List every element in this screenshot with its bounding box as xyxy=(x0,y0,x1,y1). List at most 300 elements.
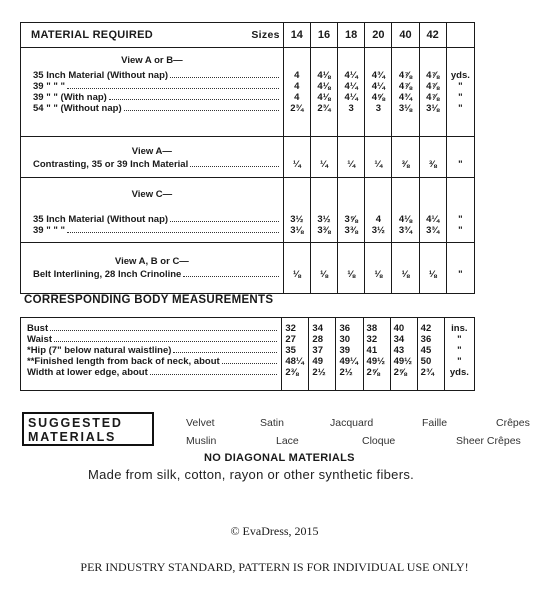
measurement-value xyxy=(309,357,335,367)
measurement-label-leader xyxy=(222,363,277,364)
section-row-2 xyxy=(21,178,475,243)
yardage-value-text: ¼ xyxy=(320,159,328,170)
material-line-label xyxy=(21,215,283,225)
section-2-labels xyxy=(21,178,284,243)
material-line-label xyxy=(21,56,283,66)
material-faille: Faille xyxy=(422,417,448,429)
yardage-value-text: 3½ xyxy=(290,214,304,225)
measurement-value-text: 40 xyxy=(393,323,405,334)
value-wrap xyxy=(338,137,364,177)
unit-header xyxy=(446,23,474,48)
measurement-value-text: 2½ xyxy=(339,367,353,378)
measurement-value-text: 45 xyxy=(420,345,432,356)
size-header-42: 42 xyxy=(419,23,446,48)
yardage-value-text: ⅜ xyxy=(401,159,410,170)
measurement-value-wrap xyxy=(364,318,390,390)
value-wrap xyxy=(311,48,337,136)
yardage-value-text: 2¾ xyxy=(290,103,304,114)
unit-value xyxy=(447,82,474,92)
size-header-20: 20 xyxy=(365,23,392,48)
size-18-column xyxy=(338,243,365,294)
material-velvet: Velvet xyxy=(186,417,215,429)
material-line-label-text: Belt Interlining, 28 Inch Crinoline xyxy=(33,269,182,280)
value-wrap xyxy=(311,178,337,242)
measurement-value-text: 43 xyxy=(393,345,405,356)
unit-value xyxy=(447,71,474,81)
yardage-value xyxy=(420,93,446,103)
size-20-column xyxy=(365,178,392,243)
yardage-value-text: 4 xyxy=(294,92,300,103)
yardage-value xyxy=(284,71,310,81)
yardage-value xyxy=(392,82,418,92)
unit-value-text: " xyxy=(458,159,463,170)
table-header-label xyxy=(21,23,284,48)
section-3-label-wrap xyxy=(21,243,283,293)
size-40-column xyxy=(392,178,419,243)
measurement-value-text: 49 xyxy=(312,356,323,367)
measurement-label-text: **Finished length from back of neck, about xyxy=(27,356,220,367)
measurement-value-text: 39 xyxy=(339,345,351,356)
size-40-column xyxy=(392,48,419,137)
measurement-value-wrap xyxy=(418,318,444,390)
value-wrap xyxy=(311,137,337,177)
yardage-value-text: ⅛ xyxy=(320,269,328,280)
unit-value-text: " xyxy=(458,103,463,114)
yardage-value xyxy=(338,104,364,114)
measurement-label-text: Width at lower edge, about xyxy=(27,367,148,378)
measurement-value-text: 37 xyxy=(312,345,323,356)
yardage-value xyxy=(338,226,364,236)
yardage-value-text: 4¼ xyxy=(344,70,358,81)
measurement-value-text: 42 xyxy=(420,323,432,334)
material-line-label xyxy=(21,104,283,114)
unit-value-text: " xyxy=(458,214,463,225)
size-42-column xyxy=(419,178,446,243)
yardage-value xyxy=(338,215,364,225)
value-wrap xyxy=(284,243,310,293)
yardage-value-text: 4⅛ xyxy=(317,81,331,92)
yardage-value-text: 4 xyxy=(375,214,381,225)
unit-wrap xyxy=(447,48,474,136)
size-14-column xyxy=(283,243,310,294)
value-wrap xyxy=(420,178,446,242)
size-42-column xyxy=(419,137,446,178)
section-3-labels xyxy=(21,243,284,294)
unit-value xyxy=(447,270,474,280)
measurement-value xyxy=(336,357,362,367)
unit-value-text: " xyxy=(458,269,463,280)
value-wrap xyxy=(284,137,310,177)
measurement-value xyxy=(336,368,362,378)
measurement-value xyxy=(336,324,362,334)
section-row-3 xyxy=(21,243,475,294)
yardage-value xyxy=(365,82,391,92)
value-wrap xyxy=(338,48,364,136)
yardage-value xyxy=(420,104,446,114)
yardage-value-text: 3⅝ xyxy=(344,214,358,225)
yardage-value-text: 4⅞ xyxy=(398,70,413,81)
yardage-value xyxy=(420,215,446,225)
value-wrap xyxy=(420,48,446,136)
measurement-column-5 xyxy=(417,318,444,391)
yardage-value-text: ⅛ xyxy=(347,269,356,280)
yardage-value-text: 4 xyxy=(294,81,300,92)
value-wrap xyxy=(392,243,418,293)
measurement-value xyxy=(391,335,417,345)
yardage-value-text: 3 xyxy=(375,103,381,114)
yardage-value-text: ⅛ xyxy=(374,269,383,280)
yardage-value-text: 4⅞ xyxy=(426,81,440,92)
measurement-value-text: 49½ xyxy=(393,356,413,367)
measurement-label-text: *Hip (7" below natural waistline) xyxy=(27,345,172,356)
unit-value-text: " xyxy=(458,92,463,103)
unit-column xyxy=(446,178,474,243)
table-title: MATERIAL REQUIRED xyxy=(31,29,154,41)
measurement-value-text: 2⅜ xyxy=(285,367,299,378)
yardage-value-text: 3¾ xyxy=(398,225,413,236)
material-line-label-leader xyxy=(170,77,279,78)
yardage-value xyxy=(284,215,310,225)
section-0-label-wrap xyxy=(21,48,283,136)
measurement-label-text: Bust xyxy=(27,323,49,334)
sizes-label: Sizes xyxy=(251,29,280,41)
measurement-value xyxy=(364,346,390,356)
yardage-value xyxy=(420,71,446,81)
value-wrap xyxy=(311,243,337,293)
yardage-value xyxy=(392,71,418,81)
yardage-value-text: 4¼ xyxy=(426,214,440,225)
measurement-label-leader xyxy=(173,352,277,353)
unit-value-text: " xyxy=(458,81,463,92)
yardage-value xyxy=(365,270,391,280)
material-cloque: Cloque xyxy=(362,435,396,447)
material-line-label-text: 54 " " (Without nap) xyxy=(33,103,122,114)
material-line-label-text: View A— xyxy=(131,146,172,157)
material-sheer-crepes: Sheer Crêpes xyxy=(456,435,521,447)
yardage-value xyxy=(365,104,391,114)
measurement-value-text: 27 xyxy=(285,334,296,345)
yardage-value-text: ⅜ xyxy=(428,159,437,170)
value-wrap xyxy=(392,48,418,136)
measurement-value-wrap xyxy=(391,318,417,390)
unit-value-text: yds. xyxy=(450,70,470,81)
unit-value xyxy=(447,226,474,236)
measurement-value xyxy=(282,357,308,367)
measurement-value xyxy=(391,346,417,356)
size-16-column xyxy=(310,137,337,178)
material-line-label xyxy=(21,93,283,103)
measurement-unit xyxy=(445,368,474,378)
value-wrap xyxy=(284,178,310,242)
size-42-column xyxy=(419,48,446,137)
size-40-column xyxy=(392,137,419,178)
yardage-value-text: 3⅜ xyxy=(344,225,358,236)
size-16-column xyxy=(310,48,337,137)
measurement-value xyxy=(418,346,444,356)
measurement-unit-text: " xyxy=(457,356,462,367)
material-crepes: Crêpes xyxy=(496,417,530,429)
measurement-label-leader xyxy=(50,330,277,331)
measurement-unit-column xyxy=(444,318,474,391)
yardage-value xyxy=(284,270,310,280)
no-diagonal-note: NO DIAGONAL MATERIALS xyxy=(204,452,355,464)
measurement-label-text: Waist xyxy=(27,334,52,345)
measurement-value xyxy=(309,368,335,378)
size-42-column xyxy=(419,243,446,294)
measurement-value-text: 36 xyxy=(420,334,432,345)
measurement-label xyxy=(21,368,281,378)
unit-value xyxy=(447,160,474,170)
table-header-row xyxy=(21,23,475,48)
yardage-value-text: 3 xyxy=(348,103,354,114)
yardage-value xyxy=(420,82,446,92)
yardage-value-text: 2¾ xyxy=(317,103,331,114)
measurement-value-text: 36 xyxy=(339,323,351,334)
yardage-value-text: 3½ xyxy=(371,225,385,236)
measurement-value xyxy=(282,346,308,356)
yardage-value xyxy=(420,270,446,280)
material-line-label-text: View C— xyxy=(131,189,173,200)
measurement-value-text: 35 xyxy=(285,345,296,356)
yardage-value xyxy=(392,160,418,170)
yardage-value xyxy=(284,82,310,92)
measurement-value-text: 48¼ xyxy=(285,356,304,367)
yardage-value xyxy=(311,93,337,103)
suggested-materials-badge xyxy=(22,412,154,446)
yardage-value-text: ¼ xyxy=(292,159,301,170)
yardage-value xyxy=(284,160,310,170)
measurement-value xyxy=(418,357,444,367)
measurement-label xyxy=(21,346,281,356)
value-wrap xyxy=(284,48,310,136)
yardage-value xyxy=(311,104,337,114)
yardage-value-text: ¼ xyxy=(347,159,356,170)
material-line-label-text: 35 Inch Material (Without nap) xyxy=(33,214,169,225)
unit-value xyxy=(447,93,474,103)
material-required-table xyxy=(20,22,475,294)
measurement-column-3 xyxy=(363,318,390,391)
yardage-value xyxy=(311,71,337,81)
yardage-value-text: 3⅜ xyxy=(317,225,331,236)
yardage-value-text: 4¾ xyxy=(398,92,413,103)
measurement-value xyxy=(391,368,417,378)
measurement-value-text: 49¼ xyxy=(339,356,358,367)
badge-line-1: SUGGESTED xyxy=(28,416,123,430)
measurement-label-leader xyxy=(150,374,277,375)
measurement-value-wrap xyxy=(309,318,335,390)
yardage-value xyxy=(392,270,418,280)
section-row-0 xyxy=(21,48,475,137)
material-line-label-leader xyxy=(170,221,279,222)
measurement-column-1 xyxy=(309,318,336,391)
material-line-label xyxy=(21,82,283,92)
material-line-label xyxy=(21,71,283,81)
section-1-label-wrap xyxy=(21,137,283,177)
unit-wrap xyxy=(447,137,474,177)
material-line-label-leader xyxy=(67,88,279,89)
measurement-unit-text: " xyxy=(457,345,462,356)
yardage-value xyxy=(311,270,337,280)
value-wrap xyxy=(420,137,446,177)
size-14-column xyxy=(283,137,310,178)
measurement-value-text: 28 xyxy=(312,334,323,345)
yardage-value-text: 4⅛ xyxy=(398,214,413,225)
yardage-value xyxy=(365,93,391,103)
size-20-column xyxy=(365,48,392,137)
yardage-value-text: 4¼ xyxy=(344,92,358,103)
body-measurements-title: CORRESPONDING BODY MEASUREMENTS xyxy=(24,294,274,306)
yardage-value xyxy=(311,160,337,170)
size-18-column xyxy=(338,137,365,178)
yardage-value-text: 3⅛ xyxy=(290,225,304,236)
yardage-value-text: 4⅝ xyxy=(371,92,385,103)
yardage-value-text: 3⅛ xyxy=(398,103,413,114)
yardage-value-text: 3¾ xyxy=(426,225,440,236)
measurement-value-wrap xyxy=(336,318,362,390)
yardage-value xyxy=(338,93,364,103)
measurement-unit-text: yds. xyxy=(449,367,469,378)
yardage-value xyxy=(420,160,446,170)
measurement-value-text: 41 xyxy=(366,345,378,356)
material-line-label xyxy=(21,257,283,267)
material-line-label-leader xyxy=(109,99,279,100)
measurement-value xyxy=(282,324,308,334)
measurement-label-leader xyxy=(54,341,277,342)
yardage-value-text: 4⅞ xyxy=(426,70,440,81)
material-satin: Satin xyxy=(260,417,284,429)
yardage-value xyxy=(365,71,391,81)
yardage-value xyxy=(284,226,310,236)
size-header-40: 40 xyxy=(392,23,419,48)
material-line-label-text: View A or B— xyxy=(121,55,183,66)
measurement-value-text: 32 xyxy=(285,323,296,334)
yardage-value-text: ⅛ xyxy=(428,269,437,280)
material-line-label xyxy=(21,226,283,236)
measurement-value xyxy=(364,357,390,367)
material-line-label-leader xyxy=(67,232,279,233)
unit-value-text: " xyxy=(458,225,463,236)
yardage-value-text: ⅛ xyxy=(401,269,410,280)
yardage-value xyxy=(284,104,310,114)
yardage-value xyxy=(392,93,418,103)
measurement-unit-text: " xyxy=(457,334,462,345)
section-row-1 xyxy=(21,137,475,178)
material-muslin: Muslin xyxy=(186,435,217,447)
value-wrap xyxy=(365,178,391,242)
material-lace: Lace xyxy=(276,435,299,447)
material-line-label xyxy=(21,270,283,280)
value-wrap xyxy=(338,178,364,242)
measurement-value xyxy=(364,368,390,378)
measurement-value xyxy=(418,324,444,334)
measurement-value-text: 32 xyxy=(366,334,378,345)
value-wrap xyxy=(392,178,418,242)
yardage-value xyxy=(338,160,364,170)
size-header-16: 16 xyxy=(310,23,337,48)
size-16-column xyxy=(310,178,337,243)
measurement-value-text: 34 xyxy=(312,323,323,334)
measurement-value xyxy=(309,335,335,345)
material-line-label xyxy=(21,190,283,200)
measurement-value-text: 50 xyxy=(420,356,432,367)
unit-wrap xyxy=(447,178,474,242)
measurement-value xyxy=(282,368,308,378)
measurement-column-0 xyxy=(282,318,309,391)
copyright: © EvaDress, 2015 xyxy=(230,524,319,538)
section-0-labels xyxy=(21,48,284,137)
measurement-value-text: 2½ xyxy=(312,367,326,378)
measurement-column-4 xyxy=(390,318,417,391)
measurement-value-text: 30 xyxy=(339,334,351,345)
measurement-value-text: 34 xyxy=(393,334,405,345)
measurement-value xyxy=(336,335,362,345)
measurement-value xyxy=(309,346,335,356)
measurement-value xyxy=(391,357,417,367)
yardage-value xyxy=(338,270,364,280)
yardage-value xyxy=(365,215,391,225)
size-20-column xyxy=(365,137,392,178)
yardage-value-text: 4⅞ xyxy=(398,81,413,92)
measurement-value-text: 2⅝ xyxy=(366,367,380,378)
size-20-column xyxy=(365,243,392,294)
material-line-label-text: 39 " " (With nap) xyxy=(33,92,107,103)
value-wrap xyxy=(365,137,391,177)
material-line-label-text: 39 " " " xyxy=(33,81,65,92)
yardage-value xyxy=(420,226,446,236)
yardage-value-text: 4⅛ xyxy=(317,92,331,103)
yardage-value xyxy=(392,104,418,114)
fibers-note: Made from silk, cotton, rayon or other synthetic fibers. xyxy=(88,467,415,482)
measurement-unit xyxy=(445,357,474,367)
yardage-value-text: 3½ xyxy=(317,214,331,225)
measurement-value-text: 2¾ xyxy=(420,367,434,378)
unit-wrap xyxy=(447,243,474,293)
size-14-column xyxy=(283,48,310,137)
yardage-value-text: ⅛ xyxy=(292,269,301,280)
value-wrap xyxy=(392,137,418,177)
yardage-value-text: ¼ xyxy=(374,159,383,170)
measurement-unit xyxy=(445,335,474,345)
measurement-labels xyxy=(21,318,282,391)
yardage-value-text: 4 xyxy=(294,70,300,81)
section-1-labels xyxy=(21,137,284,178)
measurement-value xyxy=(418,368,444,378)
material-line-label-text: View A, B or C— xyxy=(114,256,189,267)
yardage-value-text: 4⅛ xyxy=(317,70,331,81)
size-header-14: 14 xyxy=(283,23,310,48)
material-line-label-text: Contrasting, 35 or 39 Inch Material xyxy=(33,159,189,170)
measurements-row xyxy=(21,318,475,391)
measurement-label-wrap xyxy=(21,318,281,390)
yardage-value xyxy=(365,226,391,236)
measurement-value-wrap xyxy=(282,318,308,390)
yardage-value xyxy=(311,215,337,225)
yardage-value-text: 4⅞ xyxy=(426,92,440,103)
yardage-value xyxy=(338,71,364,81)
measurement-unit xyxy=(445,324,474,334)
measurement-column-2 xyxy=(336,318,363,391)
yardage-value-text: 4¼ xyxy=(371,81,385,92)
measurement-label xyxy=(21,335,281,345)
measurement-unit xyxy=(445,346,474,356)
unit-column xyxy=(446,243,474,294)
unit-value xyxy=(447,215,474,225)
badge-line-2: MATERIALS xyxy=(28,430,117,444)
measurement-value xyxy=(391,324,417,334)
measurement-value xyxy=(364,324,390,334)
value-wrap xyxy=(365,48,391,136)
size-18-column xyxy=(338,178,365,243)
